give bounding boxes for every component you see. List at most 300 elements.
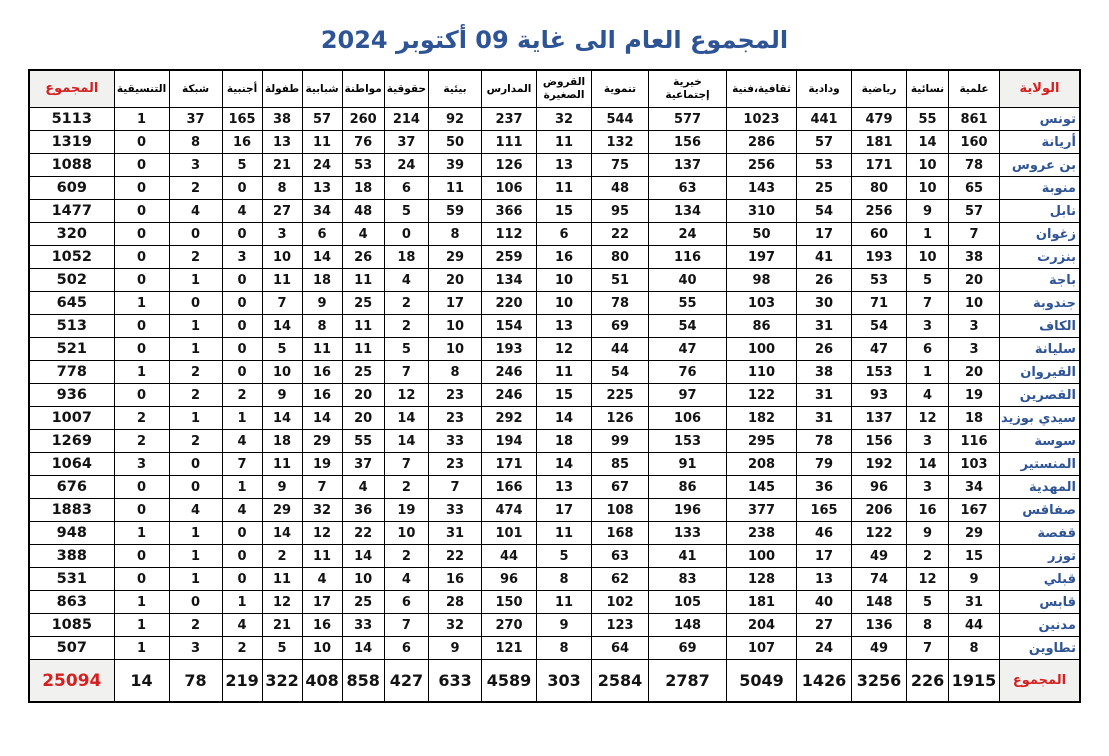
cell-value: 14: [907, 131, 949, 154]
cell-value: 33: [342, 614, 384, 637]
cell-value: 1: [169, 545, 222, 568]
cell-value: 7: [907, 292, 949, 315]
cell-value: 3: [949, 338, 1000, 361]
cell-value: 10: [907, 246, 949, 269]
cell-value: 24: [302, 154, 342, 177]
cell-value: 37: [384, 131, 428, 154]
totals-row: [29, 660, 1080, 703]
cell-value: 10: [429, 338, 482, 361]
cell-value: 49: [852, 545, 907, 568]
column-total: 3256: [852, 660, 907, 703]
cell-value: 4: [384, 269, 428, 292]
row-total: 531: [29, 568, 114, 591]
cell-value: 145: [727, 476, 797, 499]
cell-value: 27: [262, 200, 302, 223]
table-row: [29, 407, 1080, 430]
table-row: [29, 637, 1080, 660]
cell-value: 22: [342, 522, 384, 545]
cell-value: 38: [797, 361, 852, 384]
cell-value: 0: [114, 545, 169, 568]
table-row: [29, 338, 1080, 361]
cell-value: 3: [222, 246, 262, 269]
cell-value: 54: [797, 200, 852, 223]
cell-value: 16: [222, 131, 262, 154]
cell-value: 100: [727, 338, 797, 361]
cell-value: 22: [429, 545, 482, 568]
cell-value: 14: [384, 407, 428, 430]
cell-value: 50: [429, 131, 482, 154]
cell-value: 86: [649, 476, 727, 499]
cell-value: 37: [169, 108, 222, 131]
cell-value: 11: [342, 269, 384, 292]
table-row: [29, 200, 1080, 223]
cell-value: 192: [852, 453, 907, 476]
cell-value: 11: [262, 269, 302, 292]
cell-value: 121: [482, 637, 537, 660]
cell-value: 69: [649, 637, 727, 660]
table-row: [29, 315, 1080, 338]
cell-value: 0: [114, 568, 169, 591]
cell-value: 10: [537, 292, 592, 315]
row-total: 320: [29, 223, 114, 246]
cell-value: 14: [262, 522, 302, 545]
cell-value: 106: [482, 177, 537, 200]
cell-value: 10: [907, 154, 949, 177]
table-row: [29, 591, 1080, 614]
cell-value: 22: [592, 223, 649, 246]
cell-value: 132: [592, 131, 649, 154]
table-row: [29, 269, 1080, 292]
table-row: [29, 568, 1080, 591]
cell-value: 11: [262, 568, 302, 591]
cell-value: 40: [649, 269, 727, 292]
cell-value: 1: [222, 476, 262, 499]
cell-value: 16: [302, 384, 342, 407]
cell-value: 53: [852, 269, 907, 292]
cell-value: 0: [222, 338, 262, 361]
cell-value: 18: [537, 430, 592, 453]
cell-value: 91: [649, 453, 727, 476]
table-row: [29, 223, 1080, 246]
cell-value: 167: [949, 499, 1000, 522]
cell-value: 3: [262, 223, 302, 246]
column-header: علمية: [949, 70, 1000, 108]
cell-value: 62: [592, 568, 649, 591]
cell-value: 474: [482, 499, 537, 522]
cell-value: 18: [342, 177, 384, 200]
cell-value: 17: [302, 591, 342, 614]
cell-value: 166: [482, 476, 537, 499]
cell-value: 0: [114, 246, 169, 269]
cell-value: 26: [342, 246, 384, 269]
cell-value: 10: [302, 637, 342, 660]
cell-value: 0: [114, 315, 169, 338]
cell-value: 54: [649, 315, 727, 338]
cell-value: 14: [342, 637, 384, 660]
cell-value: 295: [727, 430, 797, 453]
cell-value: 18: [302, 269, 342, 292]
cell-value: 8: [907, 614, 949, 637]
cell-value: 270: [482, 614, 537, 637]
cell-value: 7: [429, 476, 482, 499]
cell-value: 63: [649, 177, 727, 200]
cell-value: 41: [649, 545, 727, 568]
cell-value: 107: [727, 637, 797, 660]
cell-value: 3: [907, 315, 949, 338]
cell-value: 14: [262, 407, 302, 430]
cell-value: 214: [384, 108, 428, 131]
row-total: 388: [29, 545, 114, 568]
cell-value: 366: [482, 200, 537, 223]
cell-value: 4: [342, 223, 384, 246]
cell-value: 97: [649, 384, 727, 407]
cell-value: 71: [852, 292, 907, 315]
cell-value: 7: [222, 453, 262, 476]
cell-value: 78: [592, 292, 649, 315]
column-header: شبابية: [302, 70, 342, 108]
cell-value: 2: [114, 430, 169, 453]
cell-value: 6: [384, 637, 428, 660]
cell-value: 206: [852, 499, 907, 522]
cell-value: 60: [852, 223, 907, 246]
cell-value: 20: [342, 407, 384, 430]
cell-value: 6: [537, 223, 592, 246]
cell-value: 12: [384, 384, 428, 407]
cell-value: 225: [592, 384, 649, 407]
cell-value: 156: [649, 131, 727, 154]
cell-value: 4: [222, 499, 262, 522]
cell-value: 6: [384, 177, 428, 200]
cell-value: 310: [727, 200, 797, 223]
row-total: 1269: [29, 430, 114, 453]
cell-value: 63: [592, 545, 649, 568]
cell-value: 1: [114, 108, 169, 131]
cell-value: 154: [482, 315, 537, 338]
governorate-name: صفاقس: [1000, 499, 1080, 522]
cell-value: 5: [262, 637, 302, 660]
cell-value: 441: [797, 108, 852, 131]
cell-value: 1: [114, 292, 169, 315]
cell-value: 0: [169, 476, 222, 499]
cell-value: 76: [649, 361, 727, 384]
cell-value: 28: [429, 591, 482, 614]
cell-value: 96: [852, 476, 907, 499]
cell-value: 96: [482, 568, 537, 591]
cell-value: 237: [482, 108, 537, 131]
governorate-name: القيروان: [1000, 361, 1080, 384]
cell-value: 165: [797, 499, 852, 522]
cell-value: 5: [222, 154, 262, 177]
cell-value: 181: [727, 591, 797, 614]
cell-value: 7: [262, 292, 302, 315]
governorate-name: قبلي: [1000, 568, 1080, 591]
cell-value: 33: [429, 499, 482, 522]
cell-value: 9: [537, 614, 592, 637]
cell-value: 27: [797, 614, 852, 637]
cell-value: 1: [169, 315, 222, 338]
cell-value: 134: [482, 269, 537, 292]
cell-value: 10: [262, 361, 302, 384]
cell-value: 2: [384, 292, 428, 315]
cell-value: 8: [169, 131, 222, 154]
cell-value: 0: [222, 269, 262, 292]
row-total: 1064: [29, 453, 114, 476]
cell-value: 32: [537, 108, 592, 131]
cell-value: 0: [114, 476, 169, 499]
cell-value: 122: [852, 522, 907, 545]
cell-value: 1: [169, 568, 222, 591]
cell-value: 4: [384, 568, 428, 591]
cell-value: 10: [537, 269, 592, 292]
column-header: حقوقية: [384, 70, 428, 108]
cell-value: 93: [852, 384, 907, 407]
cell-value: 85: [592, 453, 649, 476]
cell-value: 9: [907, 200, 949, 223]
cell-value: 24: [649, 223, 727, 246]
column-header: مواطنة: [342, 70, 384, 108]
cell-value: 1: [114, 591, 169, 614]
governorate-name: المنستير: [1000, 453, 1080, 476]
column-header: بيئية: [429, 70, 482, 108]
cell-value: 40: [797, 591, 852, 614]
cell-value: 99: [592, 430, 649, 453]
cell-value: 102: [592, 591, 649, 614]
cell-value: 0: [222, 361, 262, 384]
cell-value: 48: [592, 177, 649, 200]
cell-value: 19: [384, 499, 428, 522]
cell-value: 204: [727, 614, 797, 637]
cell-value: 256: [852, 200, 907, 223]
cell-value: 31: [797, 315, 852, 338]
cell-value: 14: [342, 545, 384, 568]
row-total: 513: [29, 315, 114, 338]
table-row: [29, 430, 1080, 453]
cell-value: 80: [852, 177, 907, 200]
row-total: 521: [29, 338, 114, 361]
cell-value: 3: [169, 637, 222, 660]
cell-value: 220: [482, 292, 537, 315]
cell-value: 238: [727, 522, 797, 545]
cell-value: 1: [114, 614, 169, 637]
cell-value: 16: [302, 361, 342, 384]
cell-value: 286: [727, 131, 797, 154]
cell-value: 50: [727, 223, 797, 246]
cell-value: 292: [482, 407, 537, 430]
cell-value: 13: [537, 476, 592, 499]
table-row: [29, 476, 1080, 499]
cell-value: 2: [384, 476, 428, 499]
cell-value: 16: [429, 568, 482, 591]
governorate-name: سوسة: [1000, 430, 1080, 453]
cell-value: 14: [537, 407, 592, 430]
cell-value: 13: [537, 315, 592, 338]
cell-value: 23: [429, 453, 482, 476]
row-total: 609: [29, 177, 114, 200]
cell-value: 165: [222, 108, 262, 131]
row-total: 1088: [29, 154, 114, 177]
cell-value: 5: [537, 545, 592, 568]
cell-value: 13: [302, 177, 342, 200]
cell-value: 15: [537, 200, 592, 223]
column-header: رياضية: [852, 70, 907, 108]
cell-value: 0: [222, 292, 262, 315]
governorate-name: باجة: [1000, 269, 1080, 292]
cell-value: 153: [649, 430, 727, 453]
cell-value: 256: [727, 154, 797, 177]
governorate-name: زغوان: [1000, 223, 1080, 246]
cell-value: 31: [429, 522, 482, 545]
row-total: 1007: [29, 407, 114, 430]
cell-value: 2: [169, 430, 222, 453]
cell-value: 13: [262, 131, 302, 154]
total-column-header: المجموع: [29, 70, 114, 108]
governorate-name: تونس: [1000, 108, 1080, 131]
cell-value: 6: [302, 223, 342, 246]
cell-value: 57: [302, 108, 342, 131]
cell-value: 11: [537, 177, 592, 200]
cell-value: 5: [384, 338, 428, 361]
cell-value: 208: [727, 453, 797, 476]
cell-value: 78: [797, 430, 852, 453]
cell-value: 31: [797, 384, 852, 407]
cell-value: 126: [482, 154, 537, 177]
cell-value: 148: [649, 614, 727, 637]
cell-value: 31: [797, 407, 852, 430]
cell-value: 133: [649, 522, 727, 545]
cell-value: 11: [537, 591, 592, 614]
cell-value: 3: [114, 453, 169, 476]
cell-value: 5: [262, 338, 302, 361]
cell-value: 2: [222, 637, 262, 660]
cell-value: 54: [592, 361, 649, 384]
cell-value: 8: [302, 315, 342, 338]
cell-value: 38: [262, 108, 302, 131]
column-total: 4589: [482, 660, 537, 703]
cell-value: 29: [429, 246, 482, 269]
governorate-name: الكاف: [1000, 315, 1080, 338]
cell-value: 11: [537, 522, 592, 545]
cell-value: 150: [482, 591, 537, 614]
cell-value: 57: [797, 131, 852, 154]
cell-value: 14: [907, 453, 949, 476]
cell-value: 14: [384, 430, 428, 453]
row-total: 5113: [29, 108, 114, 131]
cell-value: 0: [222, 315, 262, 338]
governorate-name: منوبة: [1000, 177, 1080, 200]
cell-value: 1: [222, 591, 262, 614]
cell-value: 0: [169, 292, 222, 315]
cell-value: 14: [302, 246, 342, 269]
table-row: [29, 545, 1080, 568]
cell-value: 12: [907, 568, 949, 591]
cell-value: 65: [949, 177, 1000, 200]
cell-value: 29: [302, 430, 342, 453]
cell-value: 55: [649, 292, 727, 315]
table-footer: [29, 660, 1080, 703]
cell-value: 4: [169, 499, 222, 522]
cell-value: 37: [342, 453, 384, 476]
cell-value: 39: [429, 154, 482, 177]
cell-value: 8: [537, 568, 592, 591]
cell-value: 1: [114, 637, 169, 660]
cell-value: 116: [649, 246, 727, 269]
cell-value: 76: [342, 131, 384, 154]
cell-value: 0: [169, 223, 222, 246]
cell-value: 44: [592, 338, 649, 361]
cell-value: 31: [949, 591, 1000, 614]
cell-value: 0: [114, 177, 169, 200]
table-header: [29, 70, 1080, 108]
cell-value: 19: [302, 453, 342, 476]
cell-value: 1: [169, 269, 222, 292]
cell-value: 1: [114, 361, 169, 384]
table-row: [29, 131, 1080, 154]
cell-value: 29: [949, 522, 1000, 545]
cell-value: 0: [169, 453, 222, 476]
cell-value: 17: [797, 545, 852, 568]
column-total: 14: [114, 660, 169, 703]
table-row: [29, 108, 1080, 131]
cell-value: 55: [342, 430, 384, 453]
cell-value: 0: [114, 384, 169, 407]
cell-value: 6: [384, 591, 428, 614]
row-total: 778: [29, 361, 114, 384]
cell-value: 1: [222, 407, 262, 430]
row-total: 1085: [29, 614, 114, 637]
cell-value: 79: [797, 453, 852, 476]
cell-value: 9: [907, 522, 949, 545]
column-header: تنموية: [592, 70, 649, 108]
cell-value: 171: [852, 154, 907, 177]
cell-value: 53: [342, 154, 384, 177]
cell-value: 29: [262, 499, 302, 522]
cell-value: 4: [222, 200, 262, 223]
column-total: 2787: [649, 660, 727, 703]
cell-value: 38: [949, 246, 1000, 269]
cell-value: 20: [949, 269, 1000, 292]
cell-value: 55: [907, 108, 949, 131]
cell-value: 95: [592, 200, 649, 223]
cell-value: 74: [852, 568, 907, 591]
cell-value: 7: [907, 637, 949, 660]
cell-value: 57: [949, 200, 1000, 223]
governorate-name: تطاوين: [1000, 637, 1080, 660]
cell-value: 2: [907, 545, 949, 568]
cell-value: 23: [429, 384, 482, 407]
cell-value: 137: [852, 407, 907, 430]
cell-value: 12: [907, 407, 949, 430]
cell-value: 33: [429, 430, 482, 453]
cell-value: 54: [852, 315, 907, 338]
governorate-name: القصرين: [1000, 384, 1080, 407]
cell-value: 1: [114, 522, 169, 545]
cell-value: 156: [852, 430, 907, 453]
cell-value: 46: [797, 522, 852, 545]
column-header: ودادية: [797, 70, 852, 108]
cell-value: 8: [262, 177, 302, 200]
column-total: 633: [429, 660, 482, 703]
cell-value: 0: [114, 269, 169, 292]
cell-value: 479: [852, 108, 907, 131]
cell-value: 98: [727, 269, 797, 292]
table-row: [29, 384, 1080, 407]
cell-value: 17: [797, 223, 852, 246]
cell-value: 19: [949, 384, 1000, 407]
cell-value: 14: [262, 315, 302, 338]
cell-value: 9: [262, 384, 302, 407]
cell-value: 48: [342, 200, 384, 223]
cell-value: 153: [852, 361, 907, 384]
